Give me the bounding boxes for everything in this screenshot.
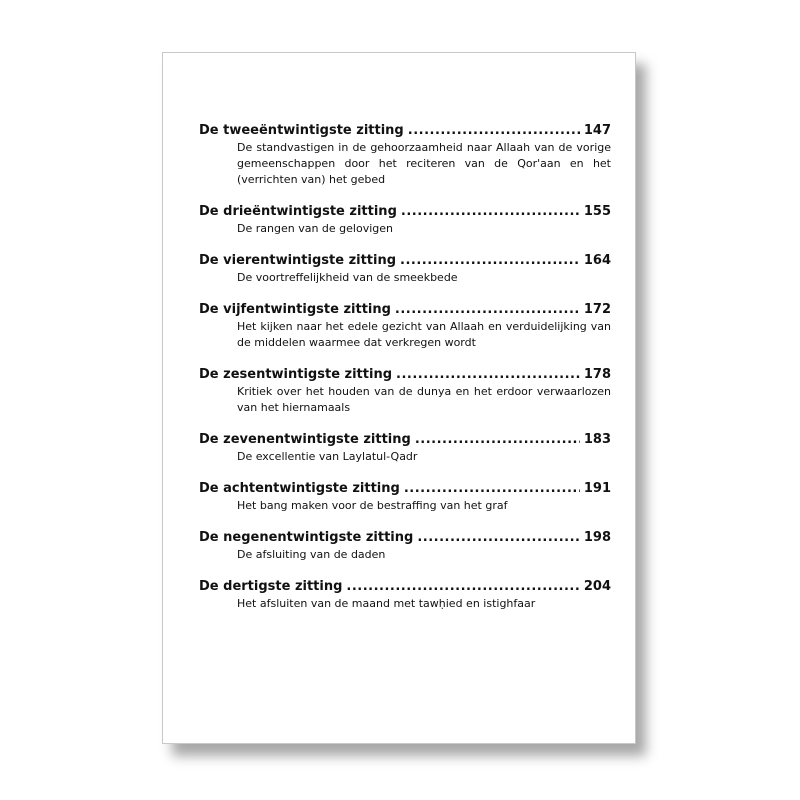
toc-page-number: 178 <box>583 367 611 382</box>
toc-entry <box>199 529 611 563</box>
dot-leader <box>346 578 579 595</box>
dot-leader <box>395 301 580 318</box>
toc-entry <box>199 431 611 465</box>
toc-entry-description: Het kijken naar het edele gezicht van Allaah en verduidelijking van de middelen waarmee dat verkregen wordt <box>237 320 611 349</box>
dot-leader <box>401 203 580 220</box>
toc-page-number: 172 <box>583 302 611 317</box>
dot-leader <box>396 366 580 383</box>
toc-entry-description: Het bang maken voor de bestraffing van het graf <box>237 499 508 512</box>
toc-page-number: 191 <box>583 481 611 496</box>
toc-heading <box>199 301 611 318</box>
toc-page-number: 204 <box>583 579 611 594</box>
toc-entry-description: De rangen van de gelovigen <box>237 222 393 235</box>
toc-entry-title: De achtentwintigste zitting <box>199 481 400 496</box>
toc-entry-title: De zevenentwintigste zitting <box>199 432 411 447</box>
toc-heading <box>199 431 611 448</box>
toc-heading <box>199 529 611 546</box>
toc-page-number: 155 <box>583 204 611 219</box>
toc-heading <box>199 252 611 269</box>
toc-entry-title: De vierentwintigste zitting <box>199 253 397 268</box>
toc-entry-title: De drieëntwintigste zitting <box>199 204 397 219</box>
toc-entry <box>199 578 611 612</box>
toc-entry <box>199 122 611 188</box>
toc-page-number: 147 <box>583 123 611 138</box>
dot-leader <box>400 252 580 269</box>
toc-entry-title: De zesentwintigste zitting <box>199 367 393 382</box>
dot-leader <box>415 431 580 448</box>
toc-entry-description: De afsluiting van de daden <box>237 548 386 561</box>
toc-entry-description: Het afsluiten van de maand met tawḥied en istighfaar <box>237 597 536 610</box>
toc-entry-title: De dertigste zitting <box>199 579 343 594</box>
toc-entry-title: De tweeëntwintigste zitting <box>199 123 404 138</box>
toc-entry-title: De vijfentwintigste zitting <box>199 302 391 317</box>
toc-entry <box>199 366 611 416</box>
toc-heading <box>199 480 611 497</box>
toc-page-number: 198 <box>583 530 611 545</box>
toc-entry-description: Kritiek over het houden van de dunya en het erdoor verwaarlozen van het hiernamaals <box>237 385 611 414</box>
toc-entry <box>199 203 611 237</box>
toc-entry-description: De standvastigen in de gehoorzaamheid naar Allaah van de vorige gemeenschappen door het reciteren van de Qor'aan en het (verrichten van) het gebed <box>237 141 611 186</box>
toc-entry <box>199 480 611 514</box>
table-of-contents <box>199 122 611 627</box>
toc-page-number: 164 <box>583 253 611 268</box>
toc-heading <box>199 203 611 220</box>
toc-entry-title: De negenentwintigste zitting <box>199 530 414 545</box>
toc-entry <box>199 301 611 351</box>
toc-entry-description: De excellentie van Laylatul-Qadr <box>237 450 418 463</box>
dot-leader <box>408 122 580 139</box>
toc-entry <box>199 252 611 286</box>
dot-leader <box>404 480 580 497</box>
toc-entry-description: De voortreffelijkheid van de smeekbede <box>237 271 458 284</box>
toc-heading <box>199 366 611 383</box>
dot-leader <box>417 529 580 546</box>
toc-heading <box>199 578 611 595</box>
toc-page-number: 183 <box>583 432 611 447</box>
book-page <box>162 52 636 744</box>
toc-heading <box>199 122 611 139</box>
